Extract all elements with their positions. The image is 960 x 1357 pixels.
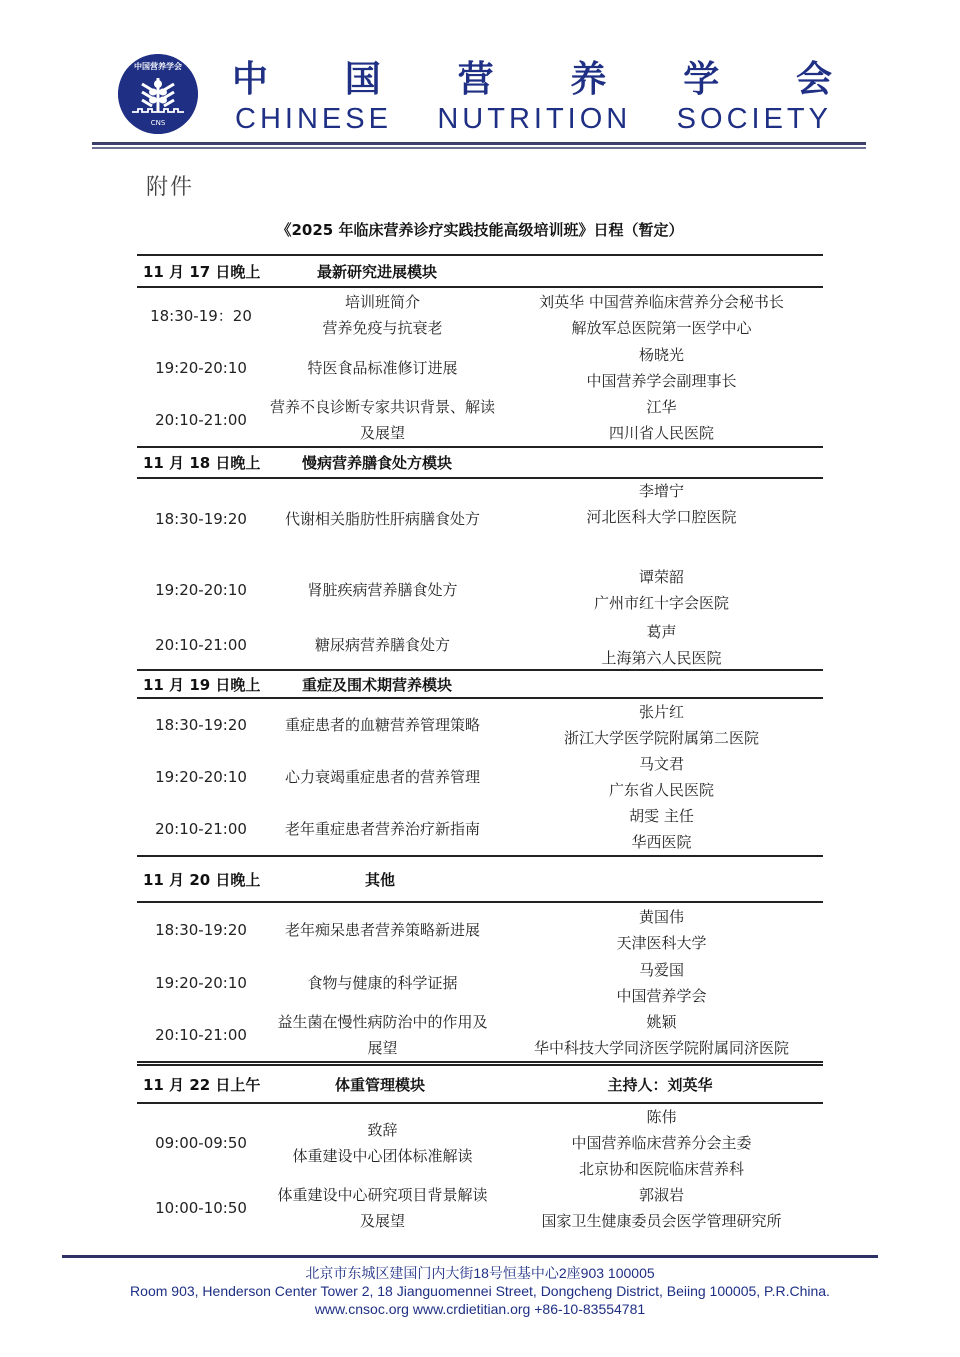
- session-time: 18:30-19：20: [150, 306, 252, 325]
- section-header: [137, 448, 823, 477]
- session-speaker: [500, 803, 823, 855]
- topic-line: 糖尿病营养膳食处方: [314, 636, 450, 654]
- topic-line: 食物与健康的科学证据: [307, 974, 458, 992]
- org-name-char: 中: [232, 59, 269, 100]
- speaker-line: 姚颖: [646, 1013, 677, 1031]
- topic-line: 及展望: [359, 1212, 405, 1230]
- org-name-word: SOCIETY: [676, 103, 832, 135]
- session-topic: [265, 355, 500, 381]
- table-row: [137, 559, 823, 621]
- session-time: 19:20-20:10: [155, 974, 247, 992]
- svg-text:CNS: CNS: [150, 119, 166, 127]
- table-row: [137, 751, 823, 803]
- speaker-line: 华中科技大学同济医学院附属同济医院: [533, 1039, 789, 1057]
- speaker-line: 北京协和医院临床营养科: [578, 1160, 744, 1178]
- letterhead: [92, 40, 866, 150]
- cns-emblem-icon: [118, 54, 198, 134]
- speaker-line: 马爱国: [638, 961, 684, 979]
- schedule-table: [137, 254, 823, 1234]
- speaker-line: 上海第六人民医院: [601, 649, 722, 667]
- session-speaker: [500, 1182, 823, 1234]
- attachment-label: 附件: [146, 175, 195, 200]
- topic-line: 体重建设中心研究项目背景解读: [277, 1186, 488, 1204]
- header-divider: [92, 147, 866, 149]
- session-topic: [265, 577, 500, 603]
- speaker-line: 广东省人民医院: [608, 781, 714, 799]
- session-topic: [265, 712, 500, 738]
- session-speaker: [500, 1009, 823, 1061]
- session-topic: [265, 1117, 500, 1169]
- section-header: [137, 857, 823, 901]
- session-topic: [265, 506, 500, 532]
- speaker-line: 华西医院: [631, 833, 692, 851]
- session-time: 10:00-10:50: [155, 1199, 247, 1217]
- session-topic: [265, 970, 500, 996]
- document-title: 《2025 年临床营养诊疗实践技能高级培训班》日程（暂定）: [276, 221, 684, 239]
- speaker-line: 谭荣韶: [638, 568, 684, 586]
- session-time: 20:10-21:00: [155, 820, 247, 838]
- section-date: 11 月 20 日晚上: [143, 870, 261, 889]
- section-header: [137, 256, 823, 286]
- svg-text:中国营养学会: 中国营养学会: [134, 62, 182, 71]
- topic-line: 培训班简介: [344, 293, 420, 311]
- topic-line: 体重建设中心团体标准解读: [292, 1147, 473, 1165]
- session-speaker: [500, 394, 823, 446]
- footer-address-en: Room 903, Henderson Center Tower 2, 18 Jianguomennei Street, Dongcheng District, Beiing 100005, P.R.China.: [130, 1283, 830, 1299]
- topic-line: 及展望: [359, 424, 405, 442]
- session-time: 18:30-19:20: [155, 510, 247, 528]
- section-module: 其他: [365, 870, 396, 889]
- org-name-char: 国: [344, 59, 381, 100]
- speaker-line: 国家卫生健康委员会医学管理研究所: [541, 1212, 782, 1230]
- speaker-line: 中国营养学会: [616, 987, 707, 1005]
- footer-contact: www.cnsoc.org www.crdietitian.org +86-10-83554781: [314, 1301, 646, 1317]
- footer-divider: [62, 1255, 878, 1258]
- topic-line: 肾脏疾病营养膳食处方: [307, 581, 458, 599]
- session-topic: [265, 289, 500, 341]
- section-host: 主持人：刘英华: [607, 1075, 713, 1094]
- speaker-line: 广州市红十字会医院: [593, 594, 729, 612]
- session-time: 20:10-21:00: [155, 636, 247, 654]
- speaker-line: 李增宁: [638, 482, 684, 500]
- table-row: [137, 803, 823, 855]
- topic-line: 展望: [367, 1039, 398, 1057]
- session-speaker: [500, 478, 823, 530]
- section-module: 重症及围术期营养模块: [302, 675, 453, 694]
- session-speaker: [500, 289, 823, 341]
- table-row: [137, 1009, 823, 1061]
- session-speaker: [500, 904, 823, 956]
- speaker-line: 中国营养学会副理事长: [586, 372, 737, 390]
- session-topic: [265, 394, 500, 446]
- session-time: 20:10-21:00: [155, 1026, 247, 1044]
- session-time: 19:20-20:10: [155, 359, 247, 377]
- speaker-line: 黄国伟: [638, 908, 684, 926]
- section-header: [137, 671, 823, 697]
- session-topic: [265, 1009, 500, 1061]
- section-module: 体重管理模块: [335, 1075, 426, 1094]
- topic-line: 重症患者的血糖营养管理策略: [284, 716, 480, 734]
- org-name-char: 养: [570, 59, 607, 100]
- speaker-line: 杨晓光: [638, 346, 684, 364]
- section-date: 11 月 19 日晚上: [143, 675, 261, 694]
- topic-line: 营养不良诊断专家共识背景、解读: [269, 398, 495, 416]
- section-module: 慢病营养膳食处方模块: [302, 454, 453, 472]
- table-row: [137, 699, 823, 751]
- speaker-line: 江华: [646, 398, 677, 416]
- session-speaker: [500, 1104, 823, 1182]
- topic-line: 心力衰竭重症患者的营养管理: [284, 768, 480, 786]
- org-name-char: 会: [795, 59, 832, 100]
- speaker-line: 陈伟: [646, 1108, 677, 1126]
- speaker-line: 张片红: [638, 703, 684, 721]
- session-speaker: [500, 564, 823, 616]
- table-row: [137, 903, 823, 957]
- speaker-line: 四川省人民医院: [608, 424, 714, 442]
- session-speaker: [500, 342, 823, 394]
- table-row: [137, 342, 823, 394]
- topic-line: 营养免疫与抗衰老: [322, 319, 443, 337]
- section-header: [137, 1066, 823, 1102]
- session-topic: [265, 816, 500, 842]
- table-row: [137, 957, 823, 1009]
- speaker-line: 中国营养临床营养分会主委: [571, 1134, 752, 1152]
- session-speaker: [500, 619, 823, 671]
- section-date: 11 月 22 日上午: [143, 1075, 261, 1094]
- speaker-line: 刘英华 中国营养临床营养分会秘书长: [539, 293, 784, 311]
- speaker-line: 解放军总医院第一医学中心: [571, 319, 752, 337]
- speaker-line: 河北医科大学口腔医院: [586, 508, 737, 526]
- footer: [0, 1264, 960, 1318]
- topic-line: 老年痴呆患者营养策略新进展: [284, 921, 480, 939]
- speaker-line: 葛声: [646, 623, 677, 641]
- session-speaker: [500, 751, 823, 803]
- org-name-word: CHINESE: [235, 103, 392, 135]
- table-row: [137, 621, 823, 669]
- table-row: [137, 394, 823, 446]
- header-divider: [92, 142, 866, 145]
- speaker-line: 郭淑岩: [638, 1186, 684, 1204]
- org-name-english: [235, 102, 832, 136]
- section-date: 11 月 17 日晚上: [143, 262, 261, 281]
- session-time: 09:00-09:50: [155, 1134, 247, 1152]
- session-time: 20:10-21:00: [155, 411, 247, 429]
- org-name-char: 营: [457, 59, 494, 100]
- speaker-line: 浙江大学医学院附属第二医院: [563, 729, 759, 747]
- org-name-chinese: [232, 58, 832, 102]
- topic-line: 老年重症患者营养治疗新指南: [284, 820, 480, 838]
- section-module: 最新研究进展模块: [317, 262, 438, 281]
- topic-line: 致辞: [367, 1121, 398, 1139]
- table-row: [137, 1104, 823, 1182]
- session-time: 18:30-19:20: [155, 921, 247, 939]
- session-topic: [265, 917, 500, 943]
- org-name-word: NUTRITION: [437, 103, 632, 135]
- session-time: 19:20-20:10: [155, 581, 247, 599]
- session-topic: [265, 632, 500, 658]
- session-speaker: [500, 957, 823, 1009]
- table-row: [137, 288, 823, 342]
- table-row: [137, 1182, 823, 1234]
- session-speaker: [500, 699, 823, 751]
- section-date: 11 月 18 日晚上: [143, 454, 261, 472]
- table-row: [137, 479, 823, 559]
- org-name-char: 学: [683, 59, 720, 100]
- session-topic: [265, 1182, 500, 1234]
- topic-line: 特医食品标准修订进展: [307, 359, 458, 377]
- speaker-line: 天津医科大学: [616, 934, 707, 952]
- topic-line: 代谢相关脂肪性肝病膳食处方: [284, 510, 480, 528]
- footer-address-cn: 北京市东城区建国门内大街18号恒基中心2座903 100005: [305, 1265, 655, 1281]
- speaker-line: 胡雯 主任: [629, 807, 694, 825]
- speaker-line: 马文君: [638, 755, 684, 773]
- session-topic: [265, 764, 500, 790]
- topic-line: 益生菌在慢性病防治中的作用及: [277, 1013, 488, 1031]
- session-time: 19:20-20:10: [155, 768, 247, 786]
- session-time: 18:30-19:20: [155, 716, 247, 734]
